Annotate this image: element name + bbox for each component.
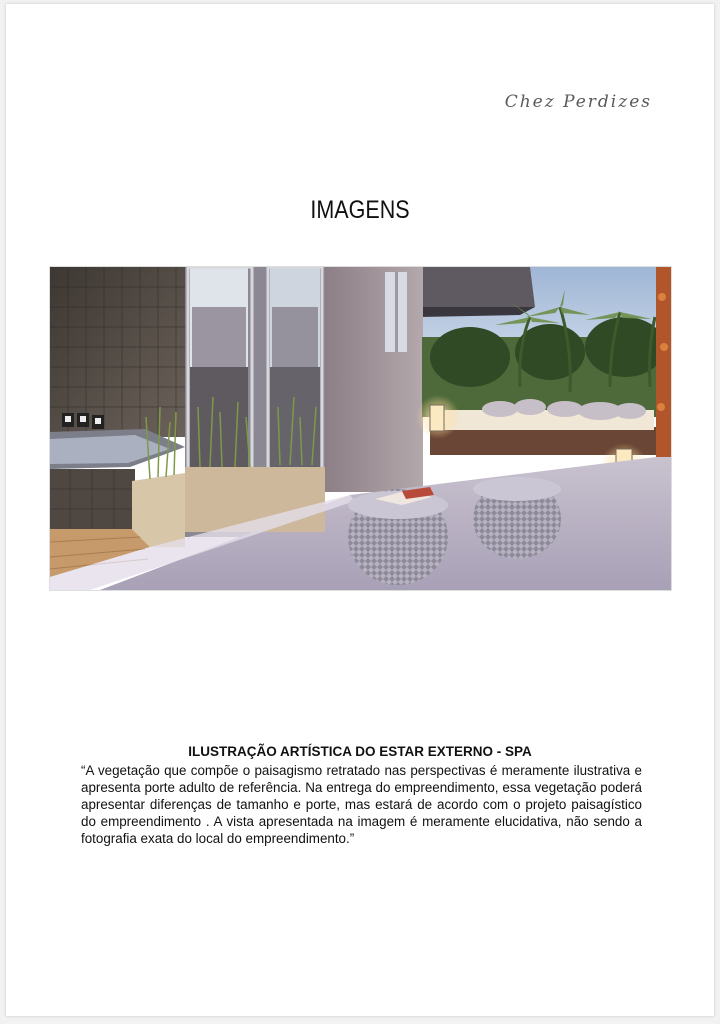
spa-illustration-image — [49, 266, 672, 591]
brand-logo: Chez Perdizes — [504, 92, 652, 112]
page-title: IMAGENS — [310, 196, 410, 224]
caption-title: ILUSTRAÇÃO ARTÍSTICA DO ESTAR EXTERNO - SPA — [188, 744, 532, 759]
document-page — [6, 4, 714, 1016]
caption-disclaimer: “A vegetação que compõe o paisagismo retratado nas perspectivas é meramente ilustrativa e apresenta porte adulto de referência. Na entrega do empreendimento, essa vegetação poderá apresentar diferenças de tamanho e porte, mas estará de acordo com o projeto paisagístico do empreendimento . A vista apresentada na imagem é meramente elucidativa, não sendo a fotografia exata do local do empreendimento.” — [81, 763, 642, 846]
